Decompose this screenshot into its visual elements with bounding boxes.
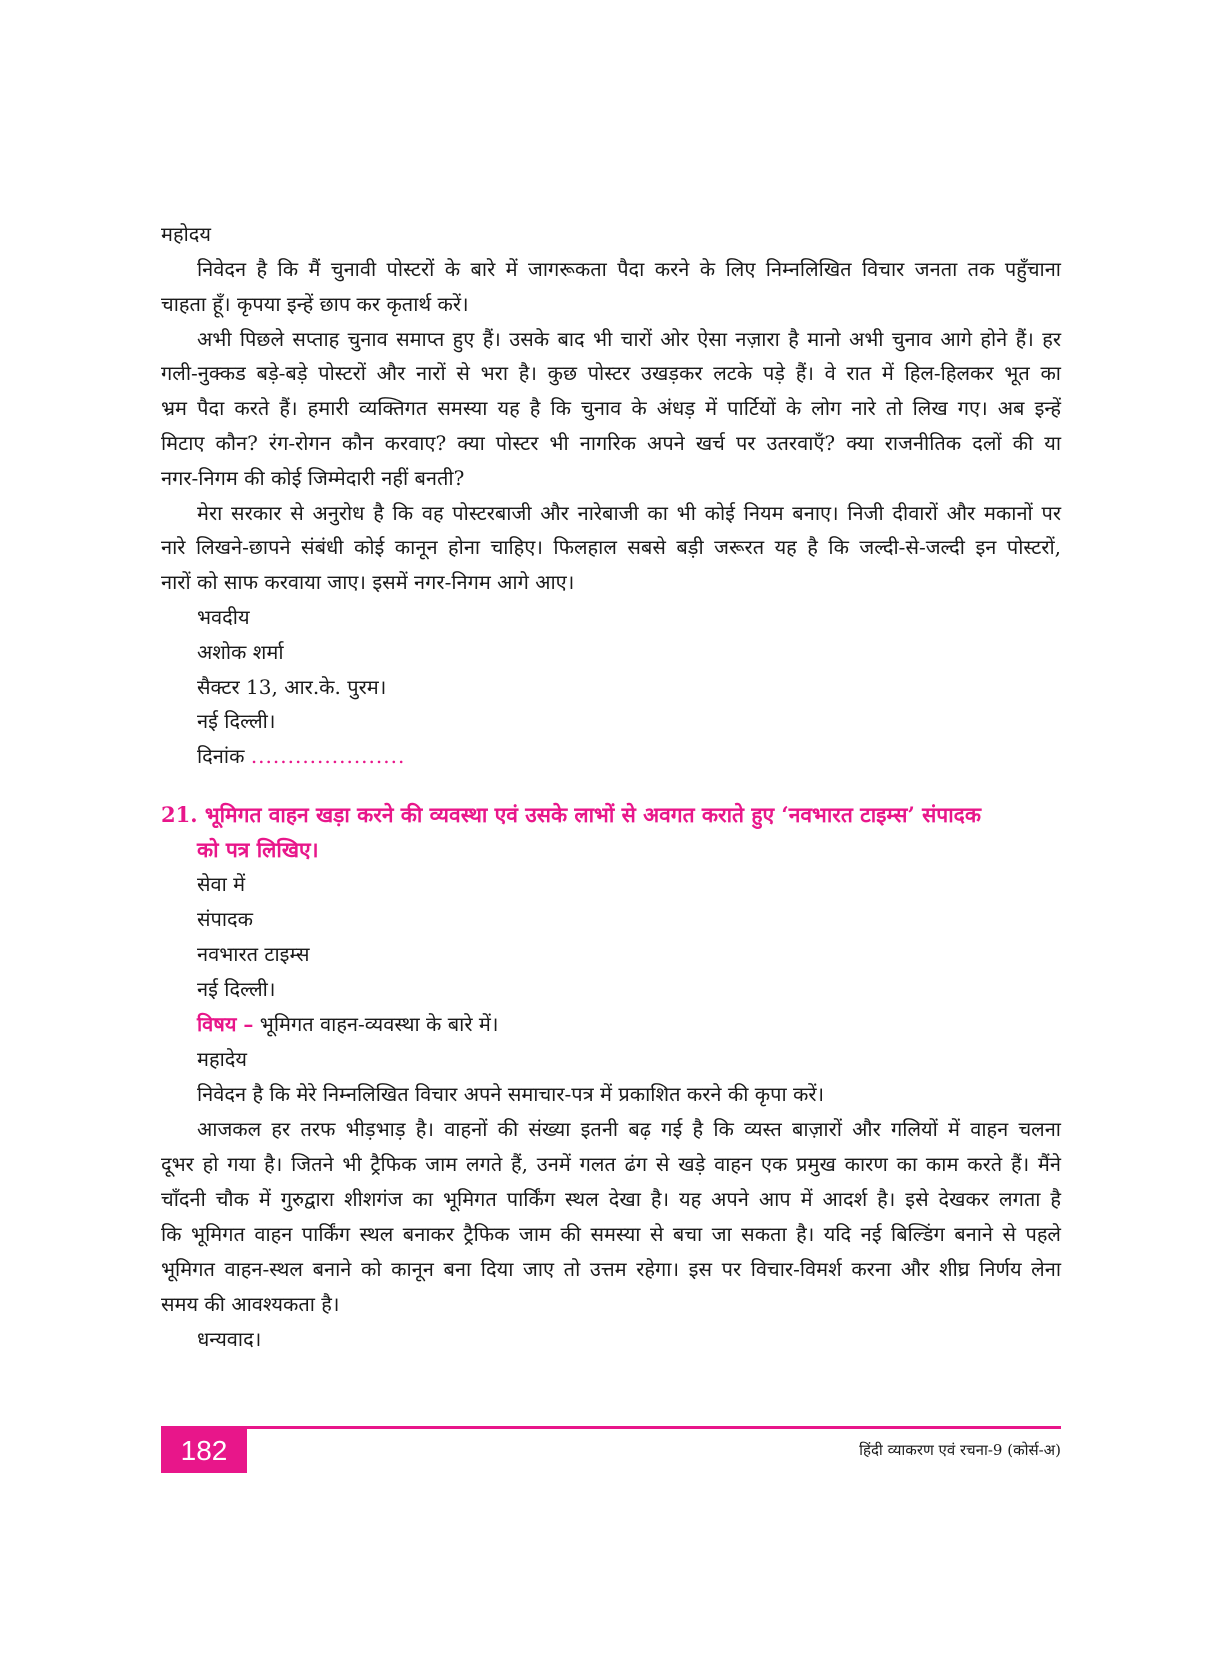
book-title: हिंदी व्याकरण एवं रचना-9 (कोर्स-अ) — [859, 1441, 1061, 1459]
sender-city: नई दिल्ली। — [197, 709, 276, 733]
paragraph-line: नारों को साफ करवाया जाए। इसमें नगर-निगम आगे आए। — [161, 570, 575, 594]
closing: भवदीय — [197, 605, 250, 629]
sender-address: सैक्टर 13, आर.के. पुरम। — [197, 675, 387, 699]
recipient-line: नवभारत टाइम्स — [197, 942, 310, 966]
paragraph-line: भूमिगत वाहन-स्थल बनाने को कानून बना दिया जाए तो उत्तम रहेगा। इस पर विचार-विमर्श करना और शीघ्र निर्णय लेना — [161, 1257, 1061, 1281]
paragraph-line: निवेदन है कि मैं चुनावी पोस्टरों के बारे में जागरूकता पैदा करने के लिए निम्नलिखित विचार जनता तक पहुँचाना — [197, 257, 1061, 281]
paragraph-line: आजकल हर तरफ भीड़भाड़ है। वाहनों की संख्या इतनी बढ़ गई है कि व्यस्त बाज़ारों और गलियों में वाहन चलना — [197, 1117, 1061, 1141]
question-title-cont: को पत्र लिखिए। — [197, 837, 319, 862]
paragraph-line: गली-नुक्कड बड़े-बड़े पोस्टरों और नारों से भरा है। कुछ पोस्टर उखड़कर लटके पड़े हैं। वे रात में हिल-हिलकर भूत का — [161, 361, 1061, 385]
subject-label: विषय – — [197, 1012, 254, 1036]
salutation: महादेय — [197, 1047, 247, 1071]
date-placeholder: ..................... — [250, 744, 406, 768]
paragraph-line: मेरा सरकार से अनुरोध है कि वह पोस्टरबाजी और नारेबाजी का भी कोई नियम बनाए। निजी दीवारों और मकानों पर — [197, 501, 1061, 525]
question-heading — [161, 799, 981, 831]
recipient-line: संपादक — [197, 907, 254, 931]
salutation: महोदय — [161, 222, 211, 246]
recipient-line: सेवा में — [197, 872, 246, 896]
thanks: धन्यवाद। — [197, 1327, 262, 1351]
page-number: 182 — [161, 1429, 247, 1473]
paragraph-line: चाहता हूँ। कृपया इन्हें छाप कर कृतार्थ करें। — [161, 292, 469, 316]
question-title: भूमिगत वाहन खड़ा करने की व्यवस्था एवं उसके लाभों से अवगत कराते हुए ‘नवभारत टाइम्स’ संपादक — [204, 802, 981, 827]
paragraph-line: नारे लिखने-छापने संबंधी कोई कानून होना चाहिए। फिलहाल सबसे बड़ी जरूरत यह है कि जल्दी-से-जल्दी इन पोस्टरों, — [161, 535, 1061, 559]
sender-name: अशोक शर्मा — [197, 640, 284, 664]
subject-line — [197, 1009, 498, 1039]
subject-text: भूमिगत वाहन-व्यवस्था के बारे में। — [259, 1012, 499, 1036]
recipient-line: नई दिल्ली। — [197, 977, 276, 1001]
paragraph-line: चाँदनी चौक में गुरुद्वारा शीशगंज का भूमिगत पार्किंग स्थल देखा है। यह अपने आप में आदर्श है। इसे देखकर लगता है — [161, 1187, 1061, 1211]
paragraph-line: समय की आवश्यकता है। — [161, 1292, 340, 1316]
question-number: 21. — [161, 802, 198, 827]
paragraph-line: मिटाए कौन? रंग-रोगन कौन करवाए? क्या पोस्टर भी नागरिक अपने खर्च पर उतरवाएँ? क्या राजनीतिक दलों की या — [161, 431, 1061, 455]
date-line — [197, 741, 405, 771]
paragraph-line: भ्रम पैदा करते हैं। हमारी व्यक्तिगत समस्या यह है कि चुनाव के अंधड़ में पार्टियों के लोग नारे तो लिख गए। अब इन्हें — [161, 396, 1061, 420]
paragraph-line: नगर-निगम की कोई जिम्मेदारी नहीं बनती? — [161, 466, 465, 490]
footer-rule — [161, 1426, 1061, 1429]
paragraph-line: कि भूमिगत वाहन पार्किंग स्थल बनाकर ट्रैफिक जाम की समस्या से बचा जा सकता है। यदि नई बिल्डिंग बनाने से पहले — [161, 1222, 1061, 1246]
date-label: दिनांक — [197, 744, 245, 768]
paragraph-line: दूभर हो गया है। जितने भी ट्रैफिक जाम लगते हैं, उनमें गलत ढंग से खड़े वाहन एक प्रमुख कारण का काम करते हैं। मैंने — [161, 1152, 1061, 1176]
intro-line: निवेदन है कि मेरे निम्नलिखित विचार अपने समाचार-पत्र में प्रकाशित करने की कृपा करें। — [197, 1082, 825, 1106]
paragraph-line: अभी पिछले सप्ताह चुनाव समाप्त हुए हैं। उसके बाद भी चारों ओर ऐसा नज़ारा है मानो अभी चुनाव आगे होने हैं। हर — [197, 327, 1061, 351]
